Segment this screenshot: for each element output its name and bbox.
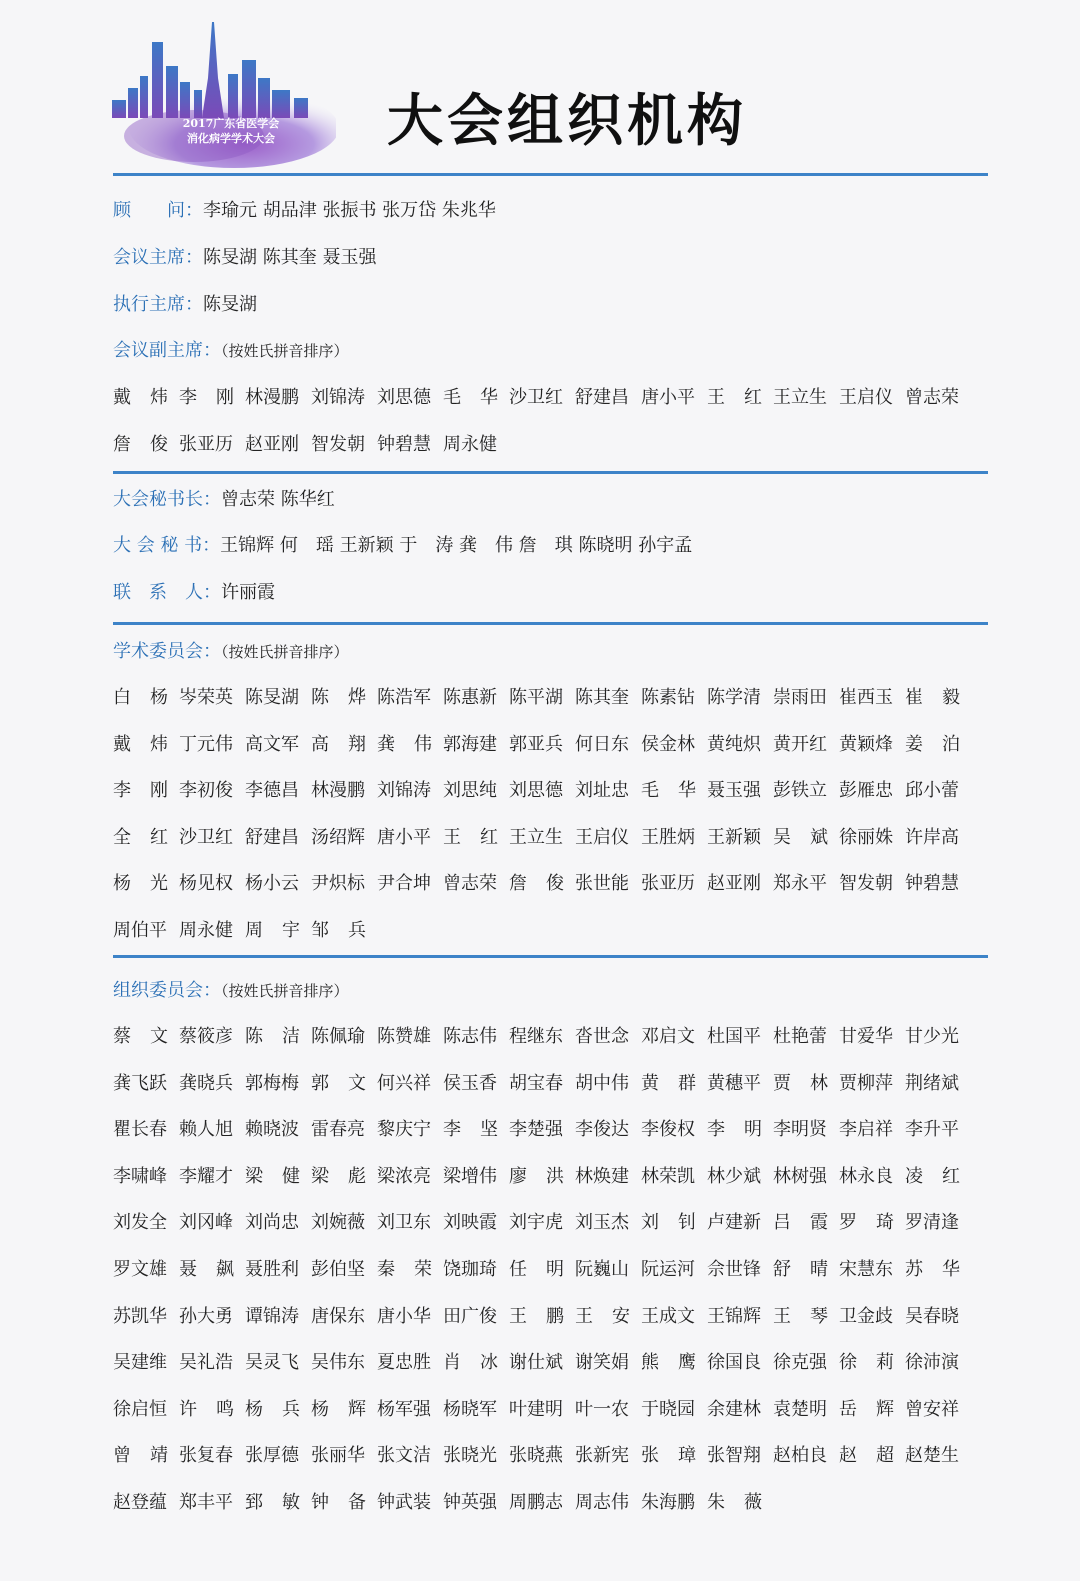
person-name: 刘锦涛 [377, 780, 431, 802]
person-name: 钟碧慧 [905, 873, 959, 895]
section-sep: ： [203, 980, 221, 1001]
person-name: 叶建明 [509, 1398, 563, 1420]
person-name: 赖人旭 [179, 1119, 233, 1141]
person-name: 彭雁忠 [839, 780, 893, 802]
person-name: 戴 炜 [113, 733, 168, 755]
person-name: 秦 荣 [377, 1258, 432, 1280]
person-name: 梁增伟 [443, 1165, 497, 1187]
person-name: 田广俊 [443, 1305, 497, 1327]
info-row-advisors [113, 188, 1013, 234]
person-name: 陈志伟 [443, 1026, 497, 1047]
person-name: 李 刚 [179, 387, 234, 408]
person-name: 荆绪斌 [905, 1072, 959, 1094]
person-name: 饶珈琦 [443, 1258, 497, 1280]
person-name: 吴礼浩 [179, 1352, 233, 1374]
person-name: 沓世念 [575, 1026, 629, 1047]
person-name: 黄 群 [641, 1072, 696, 1094]
person-name: 周伯平 [113, 919, 167, 941]
person-name: 陈赞雄 [377, 1026, 431, 1047]
person-name: 杨 辉 [311, 1398, 366, 1420]
person-name: 吴灵飞 [245, 1352, 299, 1374]
person-name: 何兴祥 [377, 1072, 431, 1094]
vice-chairs-list [113, 375, 993, 468]
person-name: 徐 莉 [839, 1352, 894, 1374]
academic-committee-list [113, 675, 993, 955]
person-name: 黄纯炽 [707, 733, 761, 755]
person-name: 高 翔 [311, 733, 366, 755]
person-name: 舒建昌 [245, 826, 299, 848]
info-value: 陈旻湖 [203, 294, 257, 315]
person-name: 白 杨 [113, 687, 168, 708]
info-label: 大 会 秘 书 [113, 535, 203, 556]
person-name: 钟碧慧 [377, 433, 431, 455]
info-sep: ： [202, 535, 221, 556]
person-name: 陈浩军 [377, 687, 431, 708]
person-name: 杨晓军 [443, 1398, 497, 1420]
person-name: 侯金林 [641, 733, 695, 755]
person-name: 梁 健 [245, 1165, 300, 1187]
person-name: 钟武装 [377, 1491, 431, 1513]
info-value: 许丽霞 [221, 582, 275, 603]
person-name: 刘思纯 [443, 780, 497, 802]
info-row-secretary-general [113, 477, 1013, 523]
info-value: 王锦辉 何 瑶 王新颖 于 涛 龚 伟 詹 琪 陈晓明 孙宇孟 [220, 535, 693, 556]
person-name: 张智翔 [707, 1445, 761, 1467]
person-name: 崔 毅 [905, 687, 960, 708]
person-name: 梁 彪 [311, 1165, 366, 1187]
person-name: 林少斌 [707, 1165, 761, 1187]
person-name: 谢笑娟 [575, 1352, 629, 1374]
info-row-exec-chair [113, 282, 1013, 328]
person-name: 王 安 [575, 1305, 630, 1327]
person-name: 李啸峰 [113, 1165, 167, 1187]
info-value: 陈旻湖 陈其奎 聂玉强 [203, 247, 377, 268]
person-name: 曾安祥 [905, 1398, 959, 1420]
person-name: 刘冈峰 [179, 1212, 233, 1234]
person-name: 龚飞跃 [113, 1072, 167, 1094]
person-name: 苏凯华 [113, 1305, 167, 1327]
person-name: 詹 俊 [113, 433, 168, 455]
person-name: 罗文雄 [113, 1258, 167, 1280]
person-name: 李升平 [905, 1119, 959, 1141]
sort-note: （按姓氏拼音排序） [221, 342, 349, 360]
info-label: 会议主席 [113, 247, 185, 268]
section-label: 学术委员会 [113, 641, 203, 662]
person-name: 周鹏志 [509, 1491, 563, 1513]
person-name: 何日东 [575, 733, 629, 755]
sort-note: （按姓氏拼音排序） [221, 982, 349, 1000]
person-name: 赵亚刚 [245, 433, 299, 455]
person-name: 郑丰平 [179, 1491, 233, 1513]
divider [113, 471, 988, 474]
person-name: 赵亚刚 [707, 873, 761, 895]
person-name: 林焕建 [575, 1165, 629, 1187]
section-sep: ： [203, 340, 221, 361]
person-name: 赵登蕴 [113, 1491, 167, 1513]
person-name: 汤绍辉 [311, 826, 365, 848]
person-name: 许 鸣 [179, 1398, 234, 1420]
person-name: 王成文 [641, 1305, 695, 1327]
divider [113, 173, 988, 176]
person-name: 李俊达 [575, 1119, 629, 1141]
person-name: 舒建昌 [575, 387, 629, 408]
person-name: 张 璋 [641, 1445, 696, 1467]
person-name: 张晓燕 [509, 1445, 563, 1467]
person-name: 王启仪 [839, 387, 893, 408]
person-name: 刘宇虎 [509, 1212, 563, 1234]
person-name: 郭梅梅 [245, 1072, 299, 1094]
person-name: 徐沛演 [905, 1352, 959, 1374]
sort-note: （按姓氏拼音排序） [221, 643, 349, 661]
person-name: 丁元伟 [179, 733, 233, 755]
person-name: 杨 兵 [245, 1398, 300, 1420]
person-name: 陈旻湖 [245, 687, 299, 708]
person-name: 凌 红 [905, 1165, 960, 1187]
person-name: 张世能 [575, 873, 629, 895]
person-name: 孙大勇 [179, 1305, 233, 1327]
section-heading-vice-chairs [113, 328, 1013, 374]
info-row-chair [113, 235, 1013, 281]
person-name: 吴 斌 [773, 826, 828, 848]
person-name: 吕 霞 [773, 1212, 828, 1234]
person-name: 毛 华 [641, 780, 696, 802]
person-name: 朱海鹏 [641, 1491, 695, 1513]
person-name: 聂玉强 [707, 780, 761, 802]
person-name: 周永健 [443, 433, 497, 455]
person-name: 刘映霞 [443, 1212, 497, 1234]
person-name: 王 鹏 [509, 1305, 564, 1327]
person-name: 聂胜利 [245, 1258, 299, 1280]
person-name: 曾志荣 [905, 387, 959, 408]
person-name: 张文洁 [377, 1445, 431, 1467]
person-name: 徐启恒 [113, 1398, 167, 1420]
person-name: 沙卫红 [509, 387, 563, 408]
organizing-committee-list [113, 1014, 993, 1527]
section-label: 组织委员会 [113, 980, 203, 1001]
person-name: 蔡 文 [113, 1026, 168, 1047]
person-name: 陈其奎 [575, 687, 629, 708]
person-name: 李 刚 [113, 780, 168, 802]
person-name: 贾柳萍 [839, 1072, 893, 1094]
person-name: 李俊权 [641, 1119, 695, 1141]
info-sep: ： [203, 489, 221, 510]
person-name: 胡宝春 [509, 1072, 563, 1094]
person-name: 唐小华 [377, 1305, 431, 1327]
section-sep: ： [203, 641, 221, 662]
person-name: 郭亚兵 [509, 733, 563, 755]
person-name: 叶一农 [575, 1398, 629, 1420]
person-name: 杨 光 [113, 873, 168, 895]
person-name: 苏 华 [905, 1258, 960, 1280]
person-name: 全 红 [113, 826, 168, 848]
person-name: 许岸高 [905, 826, 959, 848]
person-name: 吴建维 [113, 1352, 167, 1374]
person-name: 周 宇 [245, 919, 300, 941]
person-name: 戴 炜 [113, 387, 168, 408]
person-name: 卫金歧 [839, 1305, 893, 1327]
person-name: 刘婉薇 [311, 1212, 365, 1234]
person-name: 吴伟东 [311, 1352, 365, 1374]
section-label: 会议副主席 [113, 340, 203, 361]
person-name: 李楚强 [509, 1119, 563, 1141]
person-name: 刘发全 [113, 1212, 167, 1234]
person-name: 李 坚 [443, 1119, 498, 1141]
person-name: 侯玉香 [443, 1072, 497, 1094]
person-name: 李初俊 [179, 780, 233, 802]
section-heading-academic [113, 629, 1013, 675]
person-name: 贾 林 [773, 1072, 828, 1094]
person-name: 徐国良 [707, 1352, 761, 1374]
person-name: 刘址忠 [575, 780, 629, 802]
person-name: 智发朝 [839, 873, 893, 895]
person-name: 任 明 [509, 1258, 564, 1280]
person-name: 尹炽标 [311, 873, 365, 895]
person-name: 智发朝 [311, 433, 365, 455]
person-name: 张晓光 [443, 1445, 497, 1467]
person-name: 刘尚忠 [245, 1212, 299, 1234]
person-name: 高文军 [245, 733, 299, 755]
person-name: 张亚历 [641, 873, 695, 895]
person-name: 聂 飙 [179, 1258, 234, 1280]
person-name: 陈 烨 [311, 687, 366, 708]
person-name: 张亚历 [179, 433, 233, 455]
person-name: 邓启文 [641, 1026, 695, 1047]
person-name: 钟英强 [443, 1491, 497, 1513]
person-name: 甘爱华 [839, 1026, 893, 1047]
person-name: 佘世锋 [707, 1258, 761, 1280]
person-name: 张新宪 [575, 1445, 629, 1467]
person-name: 刘 钊 [641, 1212, 696, 1234]
person-name: 蔡筱彦 [179, 1026, 233, 1047]
person-name: 林永良 [839, 1165, 893, 1187]
person-name: 周志伟 [575, 1491, 629, 1513]
person-name: 赵 超 [839, 1445, 894, 1467]
person-name: 曾 靖 [113, 1445, 168, 1467]
person-name: 肖 冰 [443, 1352, 498, 1374]
person-name: 李 明 [707, 1119, 762, 1141]
person-name: 谭锦涛 [245, 1305, 299, 1327]
person-name: 龚 伟 [377, 733, 432, 755]
person-name: 陈佩瑜 [311, 1026, 365, 1047]
person-name: 曾志荣 [443, 873, 497, 895]
person-name: 张厚德 [245, 1445, 299, 1467]
person-name: 林漫鹏 [311, 780, 365, 802]
person-name: 梁浓亮 [377, 1165, 431, 1187]
person-name: 袁楚明 [773, 1398, 827, 1420]
person-name: 王 红 [443, 826, 498, 848]
person-name: 阮运河 [641, 1258, 695, 1280]
person-name: 舒 晴 [773, 1258, 828, 1280]
person-name: 邱小蕾 [905, 780, 959, 802]
divider [113, 622, 988, 625]
person-name: 林荣凯 [641, 1165, 695, 1187]
info-sep: ： [185, 294, 203, 315]
person-name: 邹 兵 [311, 919, 366, 941]
person-name: 龚晓兵 [179, 1072, 233, 1094]
info-row-secretaries [113, 523, 1013, 569]
info-label: 大会秘书长 [113, 489, 203, 510]
person-name: 谢仕斌 [509, 1352, 563, 1374]
person-name: 黄颖烽 [839, 733, 893, 755]
page-title: 大会组织机构 [387, 89, 747, 154]
person-name: 卢建新 [707, 1212, 761, 1234]
person-name: 王启仪 [575, 826, 629, 848]
person-name: 刘玉杰 [575, 1212, 629, 1234]
person-name: 林漫鹏 [245, 387, 299, 408]
person-name: 罗清逢 [905, 1212, 959, 1234]
person-name: 钟 备 [311, 1491, 366, 1513]
person-name: 王立生 [509, 826, 563, 848]
person-name: 黄穗平 [707, 1072, 761, 1094]
person-name: 彭铁立 [773, 780, 827, 802]
person-name: 王 红 [707, 387, 762, 408]
person-name: 尹合坤 [377, 873, 431, 895]
person-name: 郭海建 [443, 733, 497, 755]
person-name: 崔西玉 [839, 687, 893, 708]
person-name: 李耀才 [179, 1165, 233, 1187]
person-name: 杨小云 [245, 873, 299, 895]
person-name: 黎庆宁 [377, 1119, 431, 1141]
person-name: 宋慧东 [839, 1258, 893, 1280]
person-name: 赖晓波 [245, 1119, 299, 1141]
person-name: 李明贤 [773, 1119, 827, 1141]
logo-line-2: 消化病学学术大会 [187, 132, 275, 145]
person-name: 陈学清 [707, 687, 761, 708]
person-name: 余建林 [707, 1398, 761, 1420]
person-name: 陈 洁 [245, 1026, 300, 1047]
person-name: 陈惠新 [443, 687, 497, 708]
person-name: 岳 辉 [839, 1398, 894, 1420]
divider [113, 955, 988, 958]
logo-text [166, 116, 296, 146]
person-name: 赵楚生 [905, 1445, 959, 1467]
person-name: 林树强 [773, 1165, 827, 1187]
person-name: 罗 琦 [839, 1212, 894, 1234]
person-name: 阮巍山 [575, 1258, 629, 1280]
logo-line-1: 2017广东省医学会 [182, 117, 280, 130]
person-name: 杜国平 [707, 1026, 761, 1047]
person-name: 沙卫红 [179, 826, 233, 848]
person-name: 刘思德 [377, 387, 431, 408]
info-label: 执行主席 [113, 294, 185, 315]
person-name: 夏忠胜 [377, 1352, 431, 1374]
person-name: 郅 敏 [245, 1491, 300, 1513]
info-sep: ： [185, 200, 203, 221]
person-name: 赵柏良 [773, 1445, 827, 1467]
person-name: 唐保东 [311, 1305, 365, 1327]
person-name: 吴春晓 [905, 1305, 959, 1327]
person-name: 熊 鹰 [641, 1352, 696, 1374]
person-name: 程继东 [509, 1026, 563, 1047]
person-name: 陈平湖 [509, 687, 563, 708]
info-label: 顾 问 [113, 200, 185, 221]
person-name: 朱 薇 [707, 1491, 762, 1513]
person-name: 岑荣英 [179, 687, 233, 708]
person-name: 黄开红 [773, 733, 827, 755]
person-name: 李启祥 [839, 1119, 893, 1141]
person-name: 周永健 [179, 919, 233, 941]
person-name: 陈素钻 [641, 687, 695, 708]
person-name: 张丽华 [311, 1445, 365, 1467]
person-name: 李德昌 [245, 780, 299, 802]
person-name: 毛 华 [443, 387, 498, 408]
info-label: 联 系 人 [113, 582, 203, 603]
person-name: 郭 文 [311, 1072, 366, 1094]
person-name: 王立生 [773, 387, 827, 408]
person-name: 杜艳蕾 [773, 1026, 827, 1047]
person-name: 唐小平 [641, 387, 695, 408]
person-name: 徐克强 [773, 1352, 827, 1374]
person-name: 胡中伟 [575, 1072, 629, 1094]
person-name: 刘卫东 [377, 1212, 431, 1234]
person-name: 王锦辉 [707, 1305, 761, 1327]
person-name: 彭伯坚 [311, 1258, 365, 1280]
person-name: 于晓园 [641, 1398, 695, 1420]
person-name: 杨见权 [179, 873, 233, 895]
person-name: 刘思德 [509, 780, 563, 802]
person-name: 张复春 [179, 1445, 233, 1467]
person-name: 廖 洪 [509, 1165, 564, 1187]
person-name: 杨军强 [377, 1398, 431, 1420]
info-value: 李瑜元 胡品津 张振书 张万岱 朱兆华 [203, 200, 496, 221]
conference-logo [104, 18, 336, 168]
person-name: 雷春亮 [311, 1119, 365, 1141]
person-name: 唐小平 [377, 826, 431, 848]
person-name: 郑永平 [773, 873, 827, 895]
info-value: 曾志荣 陈华红 [221, 489, 335, 510]
person-name: 王胜炳 [641, 826, 695, 848]
info-row-contact [113, 570, 1013, 616]
info-sep: ： [203, 582, 221, 603]
person-name: 刘锦涛 [311, 387, 365, 408]
person-name: 瞿长春 [113, 1119, 167, 1141]
person-name: 崇雨田 [773, 687, 827, 708]
person-name: 王新颖 [707, 826, 761, 848]
person-name: 甘少光 [905, 1026, 959, 1047]
person-name: 王 琴 [773, 1305, 828, 1327]
info-sep: ： [185, 247, 203, 268]
person-name: 姜 泊 [905, 733, 960, 755]
person-name: 徐丽姝 [839, 826, 893, 848]
person-name: 詹 俊 [509, 873, 564, 895]
section-heading-organizing [113, 968, 1013, 1014]
